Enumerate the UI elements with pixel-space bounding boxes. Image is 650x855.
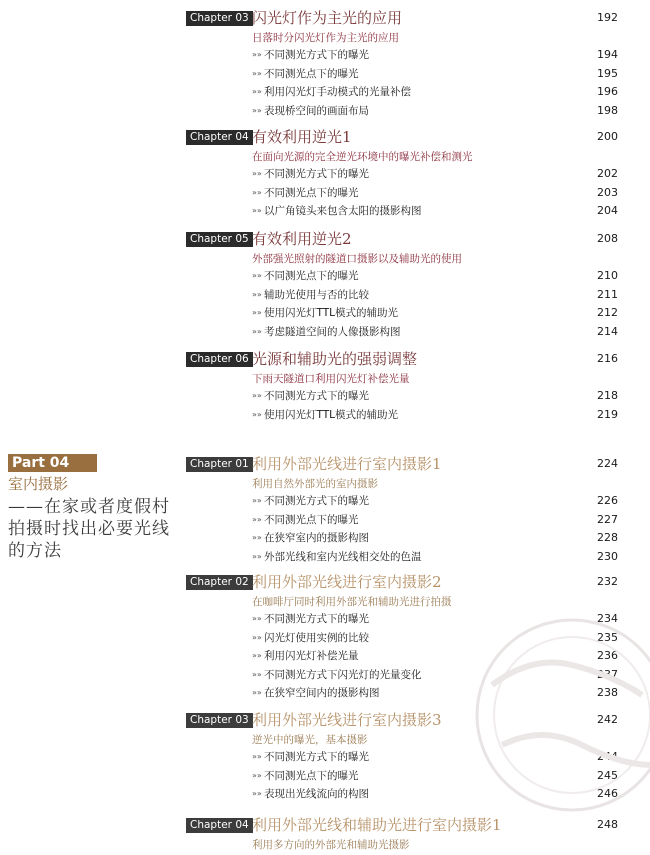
toc-item-text: 不同测光方式下的曝光: [264, 751, 369, 763]
toc-item-page: 245: [597, 768, 618, 782]
double-chevron-icon: »»: [252, 169, 262, 178]
double-chevron-icon: »»: [252, 50, 262, 59]
chapter-subtitle: 在面向光源的完全逆光环境中的曝光补偿和测光: [252, 151, 473, 163]
chapter-badge: Chapter 02: [186, 575, 253, 590]
toc-item-page: 218: [597, 389, 618, 402]
chapter-page-number: 224: [597, 457, 618, 470]
toc-item-page: 237: [597, 667, 618, 681]
toc-item-page: 228: [597, 531, 618, 544]
chapter-heading: [186, 815, 626, 837]
toc-item-text: 外部光线和室内光线相交处的色温: [264, 550, 422, 563]
chapter-badge: Chapter 05: [186, 232, 253, 247]
toc-item[interactable]: [186, 286, 626, 305]
chapter-badge: Chapter 04: [186, 130, 253, 145]
toc-item[interactable]: [186, 492, 626, 511]
toc-item-text: 不同测光方式下的曝光: [264, 613, 369, 625]
toc-item[interactable]: [186, 184, 626, 203]
toc-item[interactable]: [186, 785, 626, 804]
toc-item-text: 闪光灯使用实例的比较: [264, 631, 369, 644]
chapter-title[interactable]: 闪光灯作为主光的应用: [252, 9, 403, 27]
toc-item-page: 230: [597, 549, 618, 563]
chapter-title[interactable]: 光源和辅助光的强弱调整: [252, 350, 418, 368]
chapter-entry: [186, 710, 626, 804]
toc-item[interactable]: [186, 629, 626, 648]
toc-item-page: 195: [597, 66, 618, 80]
toc-item[interactable]: [186, 387, 626, 406]
toc-item[interactable]: [186, 767, 626, 786]
toc-item-page: 212: [597, 306, 618, 319]
toc-item-text: 不同测光方式下的曝光: [264, 495, 369, 507]
chapter-heading: [186, 349, 626, 371]
toc-item-text: 不同测光方式下的曝光: [264, 49, 369, 61]
chapter-badge: Chapter 01: [186, 457, 253, 472]
chapter-page-number: 248: [597, 818, 618, 831]
toc-item-text: 表现出光线流向的构图: [264, 788, 369, 800]
toc-item[interactable]: [186, 102, 626, 121]
double-chevron-icon: »»: [252, 789, 262, 798]
toc-item[interactable]: [186, 304, 626, 323]
chapter-subtitle: 逆光中的曝光，基本摄影: [252, 734, 368, 746]
chapter-entry: [186, 127, 626, 221]
double-chevron-icon: »»: [252, 514, 262, 524]
double-chevron-icon: »»: [252, 187, 262, 197]
toc-item[interactable]: [186, 83, 626, 102]
toc-item-page: 238: [597, 686, 618, 699]
toc-item-page: 203: [597, 185, 618, 199]
double-chevron-icon: »»: [252, 68, 262, 78]
double-chevron-icon: »»: [252, 391, 262, 400]
toc-item[interactable]: [186, 202, 626, 221]
chapter-subtitle: 在咖啡厅同时利用外部光和辅助光进行拍摄: [252, 596, 452, 608]
toc-item[interactable]: [186, 610, 626, 629]
toc-item[interactable]: [186, 267, 626, 286]
toc-item-text: 使用闪光灯TTL模式的辅助光: [264, 408, 398, 421]
toc-item-page: 227: [597, 512, 618, 526]
double-chevron-icon: »»: [252, 271, 262, 280]
double-chevron-icon: »»: [252, 105, 262, 115]
toc-item-text: 利用闪光灯补偿光量: [264, 650, 359, 662]
toc-item-text: 在狭窄空间内的摄影构图: [264, 687, 380, 699]
toc-item-text: 不同测光方式下的曝光: [264, 390, 369, 402]
toc-item[interactable]: [186, 65, 626, 84]
toc-item-text: 不同测光点下的曝光: [264, 67, 359, 80]
toc-item-page: 196: [597, 85, 618, 98]
chapter-entry: [186, 454, 626, 566]
double-chevron-icon: »»: [252, 651, 262, 660]
double-chevron-icon: »»: [252, 551, 262, 561]
toc-item-text: 使用闪光灯TTL模式的辅助光: [264, 307, 398, 319]
double-chevron-icon: »»: [252, 289, 262, 299]
toc-item-text: 在狭窄室内的摄影构图: [264, 532, 369, 544]
toc-item-text: 不同测光点下的曝光: [264, 769, 359, 782]
part-title: 室内摄影: [8, 475, 69, 493]
chapter-badge: Chapter 06: [186, 352, 253, 367]
chapter-entry: [186, 572, 626, 703]
toc-item-text: 不同测光点下的曝光: [264, 186, 359, 199]
chapter-subtitle: 日落时分闪光灯作为主光的应用: [252, 32, 399, 44]
toc-item-page: 204: [597, 204, 618, 217]
toc-item[interactable]: [186, 647, 626, 666]
toc-item-page: 226: [597, 494, 618, 507]
toc-item[interactable]: [186, 406, 626, 425]
chapter-title[interactable]: 有效利用逆光2: [252, 230, 352, 248]
toc-item[interactable]: [186, 684, 626, 703]
double-chevron-icon: »»: [252, 496, 262, 505]
chapter-subtitle: 下雨天隧道口利用闪光灯补偿光量: [252, 373, 410, 385]
toc-item-page: 235: [597, 630, 618, 644]
chapter-heading: [186, 710, 626, 732]
chapter-title[interactable]: 利用外部光线和辅助光进行室内摄影1: [252, 816, 502, 834]
toc-item-text: 不同测光点下的曝光: [264, 270, 359, 282]
toc-item-text: 利用闪光灯手动模式的光量补偿: [264, 86, 411, 98]
double-chevron-icon: »»: [252, 770, 262, 780]
double-chevron-icon: »»: [252, 669, 262, 679]
toc-item-page: 194: [597, 48, 618, 61]
toc-item[interactable]: [186, 46, 626, 65]
toc-item-page: 211: [597, 287, 618, 301]
chapter-title[interactable]: 有效利用逆光1: [252, 128, 352, 146]
chapter-entry: [186, 349, 626, 424]
toc-item[interactable]: [186, 511, 626, 530]
toc-item-page: 202: [597, 167, 618, 180]
toc-item-text: 以广角镜头来包含太阳的摄影构图: [264, 205, 422, 217]
chapter-heading: [186, 572, 626, 594]
chapter-page-number: 192: [597, 11, 618, 24]
chapter-entry: [186, 815, 626, 853]
toc-item-text: 考虑隧道空间的人像摄影构图: [264, 325, 401, 338]
chapter-subtitle: 利用多方向的外部光和辅助光摄影: [252, 839, 410, 851]
chapter-heading: [186, 8, 626, 30]
double-chevron-icon: »»: [252, 533, 262, 542]
double-chevron-icon: »»: [252, 308, 262, 317]
toc-item-text: 不同测光方式下闪光灯的光量变化: [264, 668, 422, 681]
chapter-subtitle: 利用自然外部光的室内摄影: [252, 478, 378, 490]
double-chevron-icon: »»: [252, 87, 262, 96]
chapter-heading: [186, 127, 626, 149]
chapter-entry: [186, 229, 626, 341]
double-chevron-icon: »»: [252, 752, 262, 761]
chapter-page-number: 200: [597, 130, 618, 143]
toc-item-text: 不同测光点下的曝光: [264, 513, 359, 526]
part-badge: Part 04: [8, 454, 97, 472]
toc-item-text: 不同测光方式下的曝光: [264, 168, 369, 180]
toc-item[interactable]: [186, 323, 626, 342]
toc-item-page: 210: [597, 269, 618, 282]
double-chevron-icon: »»: [252, 632, 262, 642]
toc-item-page: 219: [597, 407, 618, 421]
toc-item[interactable]: [186, 165, 626, 184]
toc-item-text: 辅助光使用与否的比较: [264, 288, 369, 301]
double-chevron-icon: »»: [252, 206, 262, 215]
part-04-heading: [8, 452, 178, 562]
toc-item[interactable]: [186, 666, 626, 685]
chapter-page-number: 208: [597, 232, 618, 245]
chapter-title[interactable]: 利用外部光线进行室内摄影1: [252, 455, 442, 473]
double-chevron-icon: »»: [252, 688, 262, 697]
toc-item[interactable]: [186, 548, 626, 567]
chapter-subtitle: 外部强光照射的隧道口摄影以及辅助光的使用: [252, 253, 462, 265]
chapter-badge: Chapter 03: [186, 713, 253, 728]
toc-item[interactable]: [186, 529, 626, 548]
chapter-badge: Chapter 03: [186, 11, 253, 26]
chapter-heading: [186, 229, 626, 251]
toc-item-page: 246: [597, 787, 618, 800]
chapter-page-number: 242: [597, 713, 618, 726]
chapter-page-number: 232: [597, 575, 618, 588]
toc-item-page: 244: [597, 750, 618, 763]
toc-item[interactable]: [186, 748, 626, 767]
toc-item-page: 234: [597, 612, 618, 625]
toc-item-text: 表现桥空间的画面布局: [264, 104, 369, 117]
toc-item-page: 236: [597, 649, 618, 662]
double-chevron-icon: »»: [252, 326, 262, 336]
part-description: ——在家或者度假村拍摄时找出必要光线的方法: [8, 497, 170, 561]
chapter-heading: [186, 454, 626, 476]
chapter-title[interactable]: 利用外部光线进行室内摄影3: [252, 711, 442, 729]
toc-item-page: 214: [597, 324, 618, 338]
chapter-badge: Chapter 04: [186, 818, 253, 833]
toc-item-page: 198: [597, 103, 618, 117]
double-chevron-icon: »»: [252, 614, 262, 623]
double-chevron-icon: »»: [252, 409, 262, 419]
chapter-entry: [186, 8, 626, 120]
chapter-page-number: 216: [597, 352, 618, 365]
chapter-title[interactable]: 利用外部光线进行室内摄影2: [252, 573, 442, 591]
